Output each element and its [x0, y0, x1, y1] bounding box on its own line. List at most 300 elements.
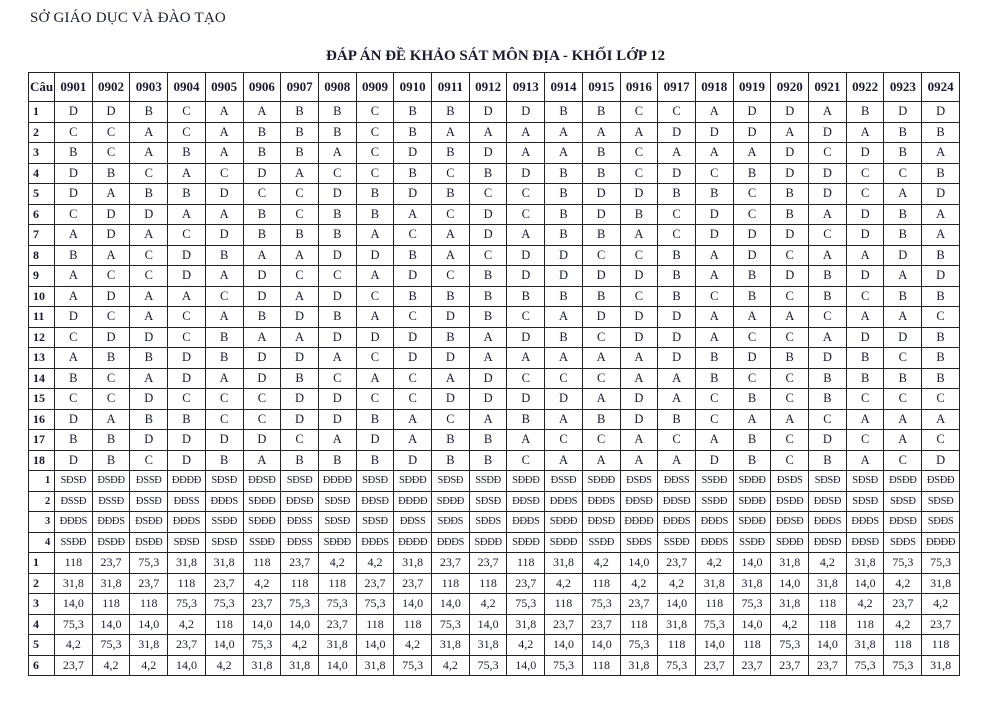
answer-cell: D: [846, 204, 884, 225]
answer-cell: D: [356, 245, 394, 266]
multiple-choice-row: [29, 163, 960, 184]
answer-cell: ĐSĐĐ: [92, 532, 130, 553]
multiple-choice-row: [29, 286, 960, 307]
answer-cell: D: [356, 327, 394, 348]
answer-cell: 118: [469, 573, 507, 594]
answer-cell: D: [545, 389, 583, 410]
multiple-choice-row: [29, 307, 960, 328]
answer-cell: 23,7: [809, 655, 847, 676]
answer-cell: 118: [695, 594, 733, 615]
answer-cell: B: [922, 368, 960, 389]
answer-cell: C: [733, 368, 771, 389]
answer-cell: D: [507, 245, 545, 266]
question-number: 6: [29, 204, 55, 225]
answer-cell: A: [545, 348, 583, 369]
exam-code-header: 0914: [545, 73, 583, 102]
answer-cell: 14,0: [658, 594, 696, 615]
answer-cell: 31,8: [394, 553, 432, 574]
answer-cell: 4,2: [432, 655, 470, 676]
answer-cell: 23,7: [733, 655, 771, 676]
answer-cell: SĐSĐ: [356, 512, 394, 533]
answer-cell: D: [92, 327, 130, 348]
answer-cell: 14,0: [243, 614, 281, 635]
answer-cell: 23,7: [922, 614, 960, 635]
question-number: 2: [29, 573, 55, 594]
answer-cell: A: [394, 430, 432, 451]
answer-cell: 4,2: [884, 614, 922, 635]
answer-cell: 31,8: [168, 553, 206, 574]
question-number: 4: [29, 163, 55, 184]
answer-cell: D: [771, 143, 809, 164]
short-answer-row: [29, 614, 960, 635]
answer-cell: A: [922, 409, 960, 430]
multiple-choice-row: [29, 409, 960, 430]
answer-cell: ĐĐĐS: [695, 512, 733, 533]
answer-cell: A: [582, 389, 620, 410]
answer-cell: D: [469, 368, 507, 389]
answer-cell: A: [356, 266, 394, 287]
answer-cell: A: [809, 102, 847, 123]
answer-cell: D: [168, 245, 206, 266]
answer-cell: ĐĐSĐ: [356, 491, 394, 512]
answer-cell: C: [846, 286, 884, 307]
answer-cell: 23,7: [130, 573, 168, 594]
answer-cell: 4,2: [243, 573, 281, 594]
answer-cell: D: [922, 266, 960, 287]
answer-cell: 31,8: [922, 573, 960, 594]
multiple-choice-row: [29, 389, 960, 410]
answer-cell: D: [582, 266, 620, 287]
answer-cell: SĐSĐ: [809, 471, 847, 492]
answer-cell: A: [545, 450, 583, 471]
answer-cell: 23,7: [884, 594, 922, 615]
answer-cell: A: [809, 245, 847, 266]
answer-cell: C: [582, 245, 620, 266]
answer-cell: SĐĐĐ: [733, 471, 771, 492]
answer-cell: A: [846, 122, 884, 143]
answer-cell: D: [922, 102, 960, 123]
answer-cell: 118: [130, 594, 168, 615]
answer-cell: 118: [620, 614, 658, 635]
answer-cell: B: [432, 102, 470, 123]
question-number: 18: [29, 450, 55, 471]
answer-cell: D: [809, 184, 847, 205]
answer-cell: SĐĐĐ: [243, 512, 281, 533]
answer-cell: D: [55, 184, 93, 205]
answer-cell: A: [130, 225, 168, 246]
answer-cell: C: [394, 368, 432, 389]
answer-cell: 4,2: [55, 635, 93, 656]
answer-cell: C: [243, 409, 281, 430]
question-number: 12: [29, 327, 55, 348]
answer-cell: C: [884, 163, 922, 184]
answer-cell: ĐĐĐS: [695, 532, 733, 553]
answer-cell: B: [281, 450, 319, 471]
answer-cell: B: [281, 122, 319, 143]
answer-cell: B: [582, 163, 620, 184]
answer-cell: D: [922, 450, 960, 471]
answer-cell: A: [205, 368, 243, 389]
short-answer-row: [29, 594, 960, 615]
answer-cell: 118: [922, 635, 960, 656]
answer-cell: D: [658, 122, 696, 143]
answer-cell: B: [469, 266, 507, 287]
answer-cell: D: [733, 122, 771, 143]
answer-cell: B: [356, 450, 394, 471]
answer-cell: D: [168, 450, 206, 471]
answer-cell: SĐĐĐ: [243, 491, 281, 512]
answer-cell: D: [205, 430, 243, 451]
answer-cell: B: [884, 225, 922, 246]
answer-cell: D: [168, 430, 206, 451]
answer-cell: A: [243, 450, 281, 471]
answer-cell: C: [281, 266, 319, 287]
answer-cell: C: [356, 122, 394, 143]
answer-cell: 75,3: [130, 553, 168, 574]
exam-code-header: 0904: [168, 73, 206, 102]
answer-cell: A: [243, 102, 281, 123]
multiple-choice-row: [29, 430, 960, 451]
answer-cell: 75,3: [356, 594, 394, 615]
answer-cell: A: [695, 143, 733, 164]
organization-name: SỞ GIÁO DỤC VÀ ĐÀO TẠO: [30, 10, 226, 26]
answer-cell: A: [55, 266, 93, 287]
answer-cell: 4,2: [545, 573, 583, 594]
answer-cell: C: [507, 184, 545, 205]
answer-cell: 75,3: [205, 594, 243, 615]
answer-cell: 118: [356, 614, 394, 635]
answer-cell: C: [356, 389, 394, 410]
answer-cell: D: [469, 225, 507, 246]
answer-cell: C: [507, 368, 545, 389]
answer-cell: C: [809, 307, 847, 328]
answer-cell: SĐĐĐ: [771, 532, 809, 553]
answer-cell: A: [846, 307, 884, 328]
answer-cell: B: [771, 348, 809, 369]
answer-cell: 31,8: [318, 635, 356, 656]
answer-cell: C: [130, 163, 168, 184]
short-answer-row: [29, 573, 960, 594]
answer-cell: D: [205, 184, 243, 205]
answer-cell: B: [243, 143, 281, 164]
exam-code-header: 0916: [620, 73, 658, 102]
answer-cell: B: [205, 327, 243, 348]
answer-cell: C: [469, 245, 507, 266]
answer-cell: D: [243, 368, 281, 389]
page-title: ĐÁP ÁN ĐỀ KHẢO SÁT MÔN ĐỊA - KHỐI LỚP 12: [326, 48, 665, 64]
answer-cell: B: [432, 327, 470, 348]
answer-cell: C: [92, 307, 130, 328]
answer-cell: B: [809, 450, 847, 471]
answer-cell: A: [507, 430, 545, 451]
answer-cell: 31,8: [809, 573, 847, 594]
answer-cell: D: [695, 204, 733, 225]
answer-cell: 23,7: [55, 655, 93, 676]
answer-cell: 31,8: [55, 573, 93, 594]
answer-cell: ĐĐSS: [658, 471, 696, 492]
multiple-choice-row: [29, 245, 960, 266]
multiple-choice-row: [29, 184, 960, 205]
answer-cell: C: [695, 163, 733, 184]
question-number: 15: [29, 389, 55, 410]
answer-cell: 14,0: [205, 635, 243, 656]
answer-cell: C: [658, 225, 696, 246]
answer-cell: ĐĐĐS: [356, 532, 394, 553]
answer-cell: 75,3: [582, 594, 620, 615]
answer-cell: B: [809, 368, 847, 389]
answer-cell: A: [771, 409, 809, 430]
answer-cell: A: [432, 368, 470, 389]
answer-cell: ĐĐSĐ: [846, 532, 884, 553]
answer-cell: 31,8: [507, 614, 545, 635]
answer-cell: D: [809, 348, 847, 369]
answer-cell: C: [394, 307, 432, 328]
answer-cell: B: [733, 266, 771, 287]
answer-cell: D: [884, 327, 922, 348]
answer-cell: 75,3: [658, 655, 696, 676]
answer-cell: 4,2: [130, 655, 168, 676]
answer-cell: D: [771, 163, 809, 184]
answer-cell: D: [884, 102, 922, 123]
exam-code-header: 0917: [658, 73, 696, 102]
answer-cell: 23,7: [281, 553, 319, 574]
answer-cell: B: [809, 266, 847, 287]
answer-cell: B: [545, 327, 583, 348]
answer-cell: C: [243, 389, 281, 410]
answer-cell: B: [318, 307, 356, 328]
answer-cell: D: [318, 286, 356, 307]
answer-cell: A: [545, 143, 583, 164]
answer-cell: C: [356, 143, 394, 164]
answer-cell: 118: [582, 655, 620, 676]
answer-cell: 4,2: [507, 635, 545, 656]
answer-cell: ĐĐĐS: [658, 512, 696, 533]
answer-cell: A: [318, 430, 356, 451]
question-number: 17: [29, 430, 55, 451]
answer-cell: 14,0: [582, 635, 620, 656]
answer-cell: A: [922, 143, 960, 164]
answer-cell: SSĐĐ: [469, 471, 507, 492]
multiple-choice-row: [29, 450, 960, 471]
answer-cell: SĐĐS: [922, 512, 960, 533]
answer-cell: D: [809, 122, 847, 143]
answer-cell: D: [884, 245, 922, 266]
question-number: 4: [29, 532, 55, 553]
answer-cell: D: [545, 266, 583, 287]
answer-cell: 4,2: [620, 573, 658, 594]
exam-code-header: 0923: [884, 73, 922, 102]
answer-cell: D: [92, 102, 130, 123]
answer-cell: 23,7: [168, 635, 206, 656]
answer-cell: 14,0: [318, 655, 356, 676]
answer-cell: D: [130, 389, 168, 410]
answer-cell: C: [733, 204, 771, 225]
answer-cell: D: [469, 143, 507, 164]
answer-cell: 118: [809, 614, 847, 635]
answer-cell: B: [281, 368, 319, 389]
answer-cell: ĐSSĐ: [130, 471, 168, 492]
question-number: 13: [29, 348, 55, 369]
answer-cell: B: [507, 409, 545, 430]
answer-cell: C: [394, 389, 432, 410]
answer-cell: A: [205, 122, 243, 143]
answer-cell: 118: [394, 614, 432, 635]
answer-cell: A: [168, 286, 206, 307]
answer-cell: D: [318, 409, 356, 430]
answer-cell: A: [469, 327, 507, 348]
answer-cell: C: [55, 327, 93, 348]
answer-cell: C: [809, 225, 847, 246]
answer-cell: 75,3: [884, 655, 922, 676]
answer-cell: A: [205, 204, 243, 225]
answer-cell: B: [168, 143, 206, 164]
answer-cell: SSĐĐ: [658, 532, 696, 553]
answer-cell: A: [394, 409, 432, 430]
answer-cell: A: [922, 225, 960, 246]
answer-cell: B: [130, 409, 168, 430]
question-number: 7: [29, 225, 55, 246]
answer-cell: A: [695, 430, 733, 451]
answer-cell: 75,3: [394, 655, 432, 676]
answer-cell: C: [168, 327, 206, 348]
answer-cell: B: [130, 102, 168, 123]
answer-cell: B: [582, 143, 620, 164]
answer-cell: 14,0: [620, 553, 658, 574]
answer-cell: A: [695, 245, 733, 266]
answer-cell: A: [620, 225, 658, 246]
answer-cell: 118: [884, 635, 922, 656]
answer-cell: ĐĐĐS: [846, 512, 884, 533]
answer-cell: ĐĐSĐ: [884, 512, 922, 533]
answer-cell: B: [809, 286, 847, 307]
answer-cell: A: [884, 307, 922, 328]
answer-cell: ĐSĐĐ: [130, 532, 168, 553]
answer-cell: 4,2: [922, 594, 960, 615]
answer-cell: B: [582, 286, 620, 307]
answer-key-table: [28, 72, 960, 676]
answer-cell: D: [168, 266, 206, 287]
answer-cell: D: [620, 409, 658, 430]
answer-cell: C: [884, 348, 922, 369]
answer-cell: B: [733, 163, 771, 184]
answer-cell: D: [356, 430, 394, 451]
answer-cell: 4,2: [281, 635, 319, 656]
answer-cell: C: [281, 184, 319, 205]
answer-cell: 31,8: [658, 614, 696, 635]
answer-cell: C: [846, 430, 884, 451]
answer-cell: SĐĐS: [432, 512, 470, 533]
answer-cell: 31,8: [356, 655, 394, 676]
answer-cell: B: [846, 368, 884, 389]
answer-cell: A: [432, 122, 470, 143]
answer-cell: A: [92, 184, 130, 205]
answer-cell: A: [130, 307, 168, 328]
answer-cell: A: [243, 245, 281, 266]
answer-cell: D: [507, 389, 545, 410]
answer-cell: C: [469, 184, 507, 205]
answer-cell: A: [846, 409, 884, 430]
answer-cell: ĐĐĐS: [92, 512, 130, 533]
exam-code-header: 0908: [318, 73, 356, 102]
answer-cell: 23,7: [620, 594, 658, 615]
answer-cell: B: [55, 143, 93, 164]
answer-cell: C: [55, 204, 93, 225]
answer-cell: D: [92, 286, 130, 307]
answer-cell: A: [281, 245, 319, 266]
answer-cell: 75,3: [771, 635, 809, 656]
answer-cell: B: [582, 409, 620, 430]
answer-cell: C: [92, 389, 130, 410]
answer-cell: 14,0: [356, 635, 394, 656]
answer-cell: SĐSĐ: [205, 471, 243, 492]
answer-cell: D: [733, 245, 771, 266]
answer-cell: SĐĐĐ: [394, 471, 432, 492]
answer-cell: C: [733, 327, 771, 348]
answer-cell: C: [432, 266, 470, 287]
answer-cell: C: [582, 327, 620, 348]
answer-cell: D: [281, 409, 319, 430]
answer-cell: B: [168, 409, 206, 430]
answer-cell: D: [243, 266, 281, 287]
answer-cell: ĐĐSS: [394, 512, 432, 533]
answer-cell: A: [809, 204, 847, 225]
answer-cell: C: [356, 286, 394, 307]
answer-cell: B: [92, 163, 130, 184]
multiple-choice-row: [29, 368, 960, 389]
answer-cell: C: [846, 163, 884, 184]
answer-cell: SĐĐĐ: [318, 532, 356, 553]
exam-code-header: 0918: [695, 73, 733, 102]
answer-cell: A: [130, 122, 168, 143]
answer-cell: A: [55, 286, 93, 307]
answer-cell: C: [130, 266, 168, 287]
answer-cell: 31,8: [771, 594, 809, 615]
question-number: 3: [29, 143, 55, 164]
answer-cell: SĐSĐ: [884, 491, 922, 512]
answer-cell: C: [205, 163, 243, 184]
exam-code-header: 0915: [582, 73, 620, 102]
answer-cell: 31,8: [281, 655, 319, 676]
answer-cell: A: [582, 348, 620, 369]
answer-cell: ĐĐĐĐ: [318, 471, 356, 492]
answer-cell: SSĐĐ: [582, 532, 620, 553]
answer-cell: D: [469, 204, 507, 225]
answer-cell: A: [356, 307, 394, 328]
answer-cell: B: [281, 102, 319, 123]
answer-cell: D: [620, 307, 658, 328]
answer-cell: C: [356, 348, 394, 369]
answer-cell: D: [771, 225, 809, 246]
table-header-row: [29, 73, 960, 102]
answer-cell: D: [55, 450, 93, 471]
answer-cell: A: [507, 348, 545, 369]
answer-cell: 23,7: [394, 573, 432, 594]
answer-cell: C: [658, 204, 696, 225]
answer-cell: B: [130, 348, 168, 369]
answer-cell: 14,0: [809, 635, 847, 656]
answer-cell: B: [507, 286, 545, 307]
answer-cell: 4,2: [809, 553, 847, 574]
answer-cell: A: [92, 245, 130, 266]
answer-cell: 31,8: [733, 573, 771, 594]
true-false-row: [29, 532, 960, 553]
answer-cell: C: [281, 430, 319, 451]
answer-cell: D: [771, 102, 809, 123]
answer-cell: C: [545, 430, 583, 451]
question-number: 3: [29, 512, 55, 533]
answer-cell: B: [130, 184, 168, 205]
answer-cell: A: [884, 266, 922, 287]
